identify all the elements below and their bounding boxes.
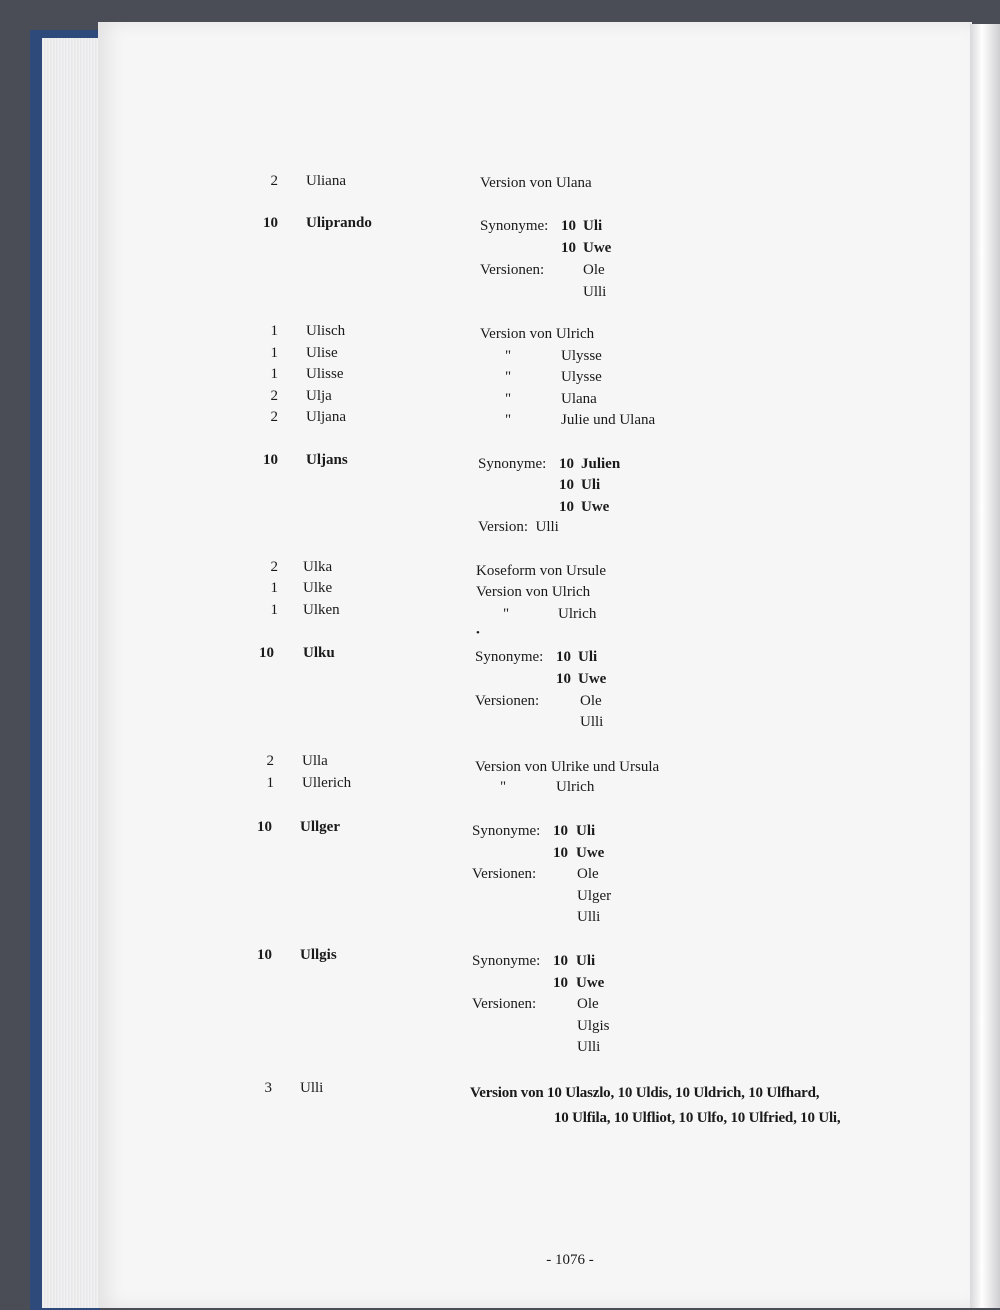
ref-number: 10 <box>553 823 568 839</box>
entry-number: 10 <box>263 215 278 231</box>
ref-name: Uli <box>583 218 603 234</box>
ref-name: Uwe <box>583 240 612 256</box>
ditto-mark: " <box>505 348 512 364</box>
entry-name: Ulli <box>300 1080 324 1096</box>
ref-name: Uwe <box>576 975 605 991</box>
version-name: Ulli <box>577 909 601 925</box>
entry-name: Uliana <box>306 173 346 189</box>
ditto-mark: " <box>505 412 512 428</box>
entry-target: Ulrich <box>556 779 595 795</box>
ref-number: 10 <box>553 953 568 969</box>
entry-number: 1 <box>266 775 274 791</box>
ref-name: Uwe <box>576 845 605 861</box>
entry-name: Ullerich <box>302 775 352 791</box>
ref-name: Uli <box>581 477 601 493</box>
ref-number: 10 <box>561 240 576 256</box>
ref-number: 10 <box>561 218 576 234</box>
entry-number: 1 <box>270 323 278 339</box>
entry-name: Ullger <box>300 819 340 835</box>
entry-number: 2 <box>270 559 278 575</box>
entry-number: 1 <box>270 366 278 382</box>
synonyms-label: Synonyme: <box>472 823 541 839</box>
version-name: Ulger <box>577 888 612 904</box>
entry-description-continued: 10 Ulfila, 10 Ulfliot, 10 Ulfo, 10 Ulfried, 10 Uli, <box>554 1110 841 1126</box>
entry-number: 1 <box>270 345 278 361</box>
entry-description: Version von Ulrich <box>480 326 595 342</box>
entry-name: Ulisch <box>306 323 346 339</box>
version-name: Ole <box>580 693 602 709</box>
ref-name: Julien <box>581 456 621 472</box>
ref-number: 10 <box>559 477 574 493</box>
ref-number: 10 <box>556 671 571 687</box>
version-name: Ole <box>583 262 605 278</box>
ref-name: Uwe <box>578 671 607 687</box>
entry-name: Uljana <box>306 409 346 425</box>
entry-number: 2 <box>270 388 278 404</box>
version-name: Ole <box>577 996 599 1012</box>
entry-target: Ulysse <box>561 369 602 385</box>
version-name: Ulgis <box>577 1018 610 1034</box>
versions-label: Versionen: <box>480 262 545 278</box>
entry-number: 10 <box>257 947 272 963</box>
entry-number: 3 <box>264 1080 272 1096</box>
stray-mark: • <box>476 627 480 639</box>
versions-label: Versionen: <box>472 996 537 1012</box>
synonyms-label: Synonyme: <box>478 456 547 472</box>
version-name: Ulli <box>583 284 607 300</box>
entry-name: Ulka <box>303 559 333 575</box>
entry-number: 2 <box>266 753 274 769</box>
ref-name: Uli <box>578 649 598 665</box>
ref-name: Uli <box>576 823 596 839</box>
entry-target: Ulana <box>561 391 597 407</box>
page-gutter <box>970 24 1000 1308</box>
entry-number: 1 <box>270 602 278 618</box>
entry-number: 10 <box>257 819 272 835</box>
entry-name: Ulke <box>303 580 333 596</box>
entry-name: Ulku <box>303 645 335 661</box>
entry-name: Ulja <box>306 388 332 404</box>
ref-number: 10 <box>556 649 571 665</box>
ref-number: 10 <box>553 975 568 991</box>
version-name: Ole <box>577 866 599 882</box>
entry-name: Ulisse <box>306 366 344 382</box>
entry-target: Ulysse <box>561 348 602 364</box>
ditto-mark: " <box>505 369 512 385</box>
ditto-mark: " <box>505 391 512 407</box>
entry-description: Koseform von Ursule <box>476 563 606 579</box>
ref-number: 10 <box>559 456 574 472</box>
ditto-mark: " <box>503 606 510 622</box>
page-stack-edge <box>42 38 102 1308</box>
ref-number: 10 <box>559 499 574 515</box>
ref-number: 10 <box>553 845 568 861</box>
entry-description: Version von 10 Ulaszlo, 10 Uldis, 10 Uldrich, 10 Ulfhard, <box>470 1085 820 1101</box>
version-name: Ulli <box>577 1039 601 1055</box>
entry-description: Version von Ulrich <box>476 584 591 600</box>
entry-number: 2 <box>270 173 278 189</box>
entry-name: Uljans <box>306 452 348 468</box>
page-number: - 1076 - <box>546 1252 594 1268</box>
ditto-mark: " <box>500 779 507 795</box>
entry-number: 1 <box>270 580 278 596</box>
entry-name: Ulise <box>306 345 338 361</box>
versions-label: Versionen: <box>475 693 540 709</box>
entry-target: Julie und Ulana <box>561 412 656 428</box>
entry-description: Version von Ulrike und Ursula <box>475 759 660 775</box>
entry-name: Uliprando <box>306 215 372 231</box>
entry-number: 10 <box>259 645 274 661</box>
ref-name: Uwe <box>581 499 610 515</box>
entry-number: 2 <box>270 409 278 425</box>
entry-name: Ullgis <box>300 947 337 963</box>
entry-description: Version von Ulana <box>480 175 592 191</box>
version-line: Version: Ulli <box>478 519 559 535</box>
entry-number: 10 <box>263 452 278 468</box>
synonyms-label: Synonyme: <box>472 953 541 969</box>
entry-target: Ulrich <box>558 606 597 622</box>
entry-name: Ulla <box>302 753 328 769</box>
ref-name: Uli <box>576 953 596 969</box>
synonyms-label: Synonyme: <box>480 218 549 234</box>
synonyms-label: Synonyme: <box>475 649 544 665</box>
versions-label: Versionen: <box>472 866 537 882</box>
entry-name: Ulken <box>303 602 340 618</box>
version-name: Ulli <box>580 714 604 730</box>
